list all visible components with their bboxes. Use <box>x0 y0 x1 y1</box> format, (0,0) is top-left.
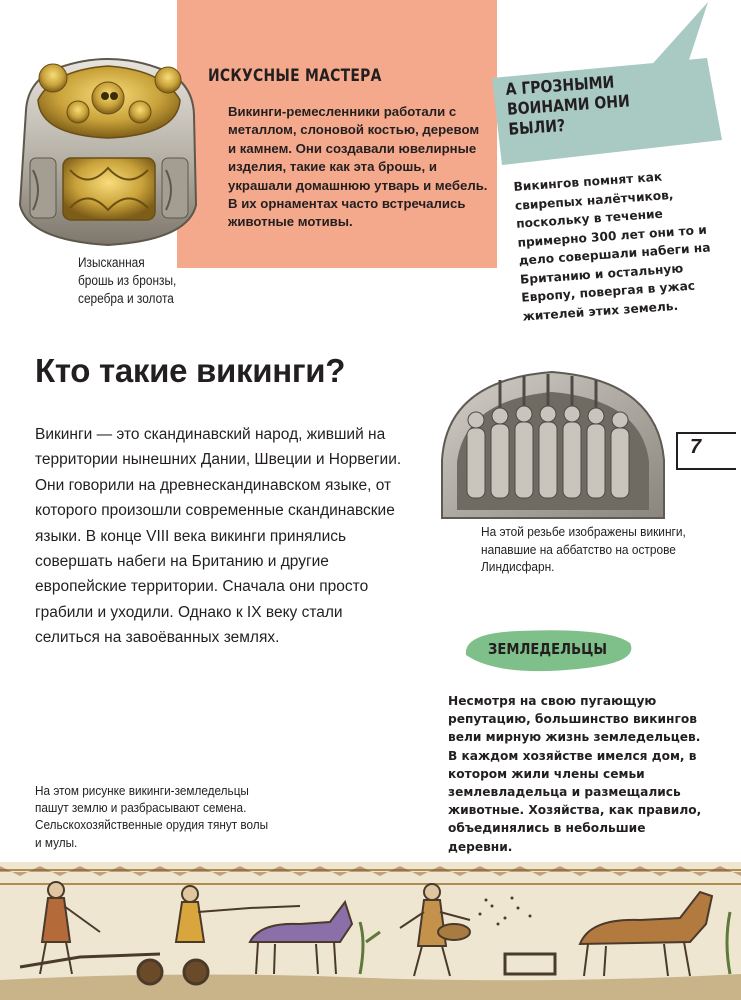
tapestry-image <box>0 862 741 1000</box>
page-title: Кто такие викинги? <box>35 352 346 389</box>
farmers-title: ЗЕМЛЕДЕЛЬЦЫ <box>488 640 608 658</box>
page-number: 7 <box>690 436 702 458</box>
tapestry-caption: На этом рисунке викинги-земледельцы пашут землю и разбрасывают семена. Сельскохозяйственные орудия тянут волы и мулы. <box>35 783 269 850</box>
warriors-text: Викингов помнят как свирепых налётчиков, поскольку в течение примерно 300 лет они то и дело совершали набеги на Британию и остальную Европу, повергая в ужас жителей этих земель. <box>513 169 711 324</box>
warriors-title-line: А ГРОЗНЫМИ <box>505 72 615 99</box>
warriors-title-line: ВОИНАМИ ОНИ <box>506 91 631 119</box>
brooch-image <box>8 40 208 250</box>
warriors-title <box>505 71 636 140</box>
brooch-caption-line: Изысканная <box>78 255 145 270</box>
brooch-caption-line: серебра и золота <box>78 291 174 306</box>
main-text: Викинги — это скандинавский народ, живший на территории нынешних Дании, Швеции и Норвегии. Они говорили на древнескандинавском языке, от которого произошли современные скандинавские языки. В конце VIII века викинги принялись совершать набеги на Британию и другие европейские территории. Сначала они просто грабили и уходили. Однако к IX веку стали селиться на завоёванных землях. <box>35 426 402 647</box>
farmers-text: Несмотря на свою пугающую репутацию, большинство викингов вели мирную жизнь земледельцев. В каждом хозяйстве имелся дом, в котором жили члены семьи землевладельца и размещались животные. Хозяйства, как правило, объединялись в небольшие деревни. <box>448 694 702 854</box>
carving-caption: На этой резьбе изображены викинги, напавшие на аббатство на острове Линдисфарн. <box>481 524 686 574</box>
brooch-caption <box>78 254 192 308</box>
page-number-frame <box>676 432 736 470</box>
craftsmen-text: Викинги-ремесленники работали с металлом, слоновой костью, деревом и камнем. Они создавали ювелирные изделия, такие как эта брошь, и украшали домашнюю утварь и мебель. В их орнаментах часто встречались животные мотивы. <box>228 104 488 230</box>
warriors-title-line: БЫЛИ? <box>507 115 566 139</box>
brooch-caption-line: брошь из бронзы, <box>78 273 177 288</box>
craftsmen-title: ИСКУСНЫЕ МАСТЕРА <box>208 66 382 86</box>
carving-image <box>437 350 667 520</box>
